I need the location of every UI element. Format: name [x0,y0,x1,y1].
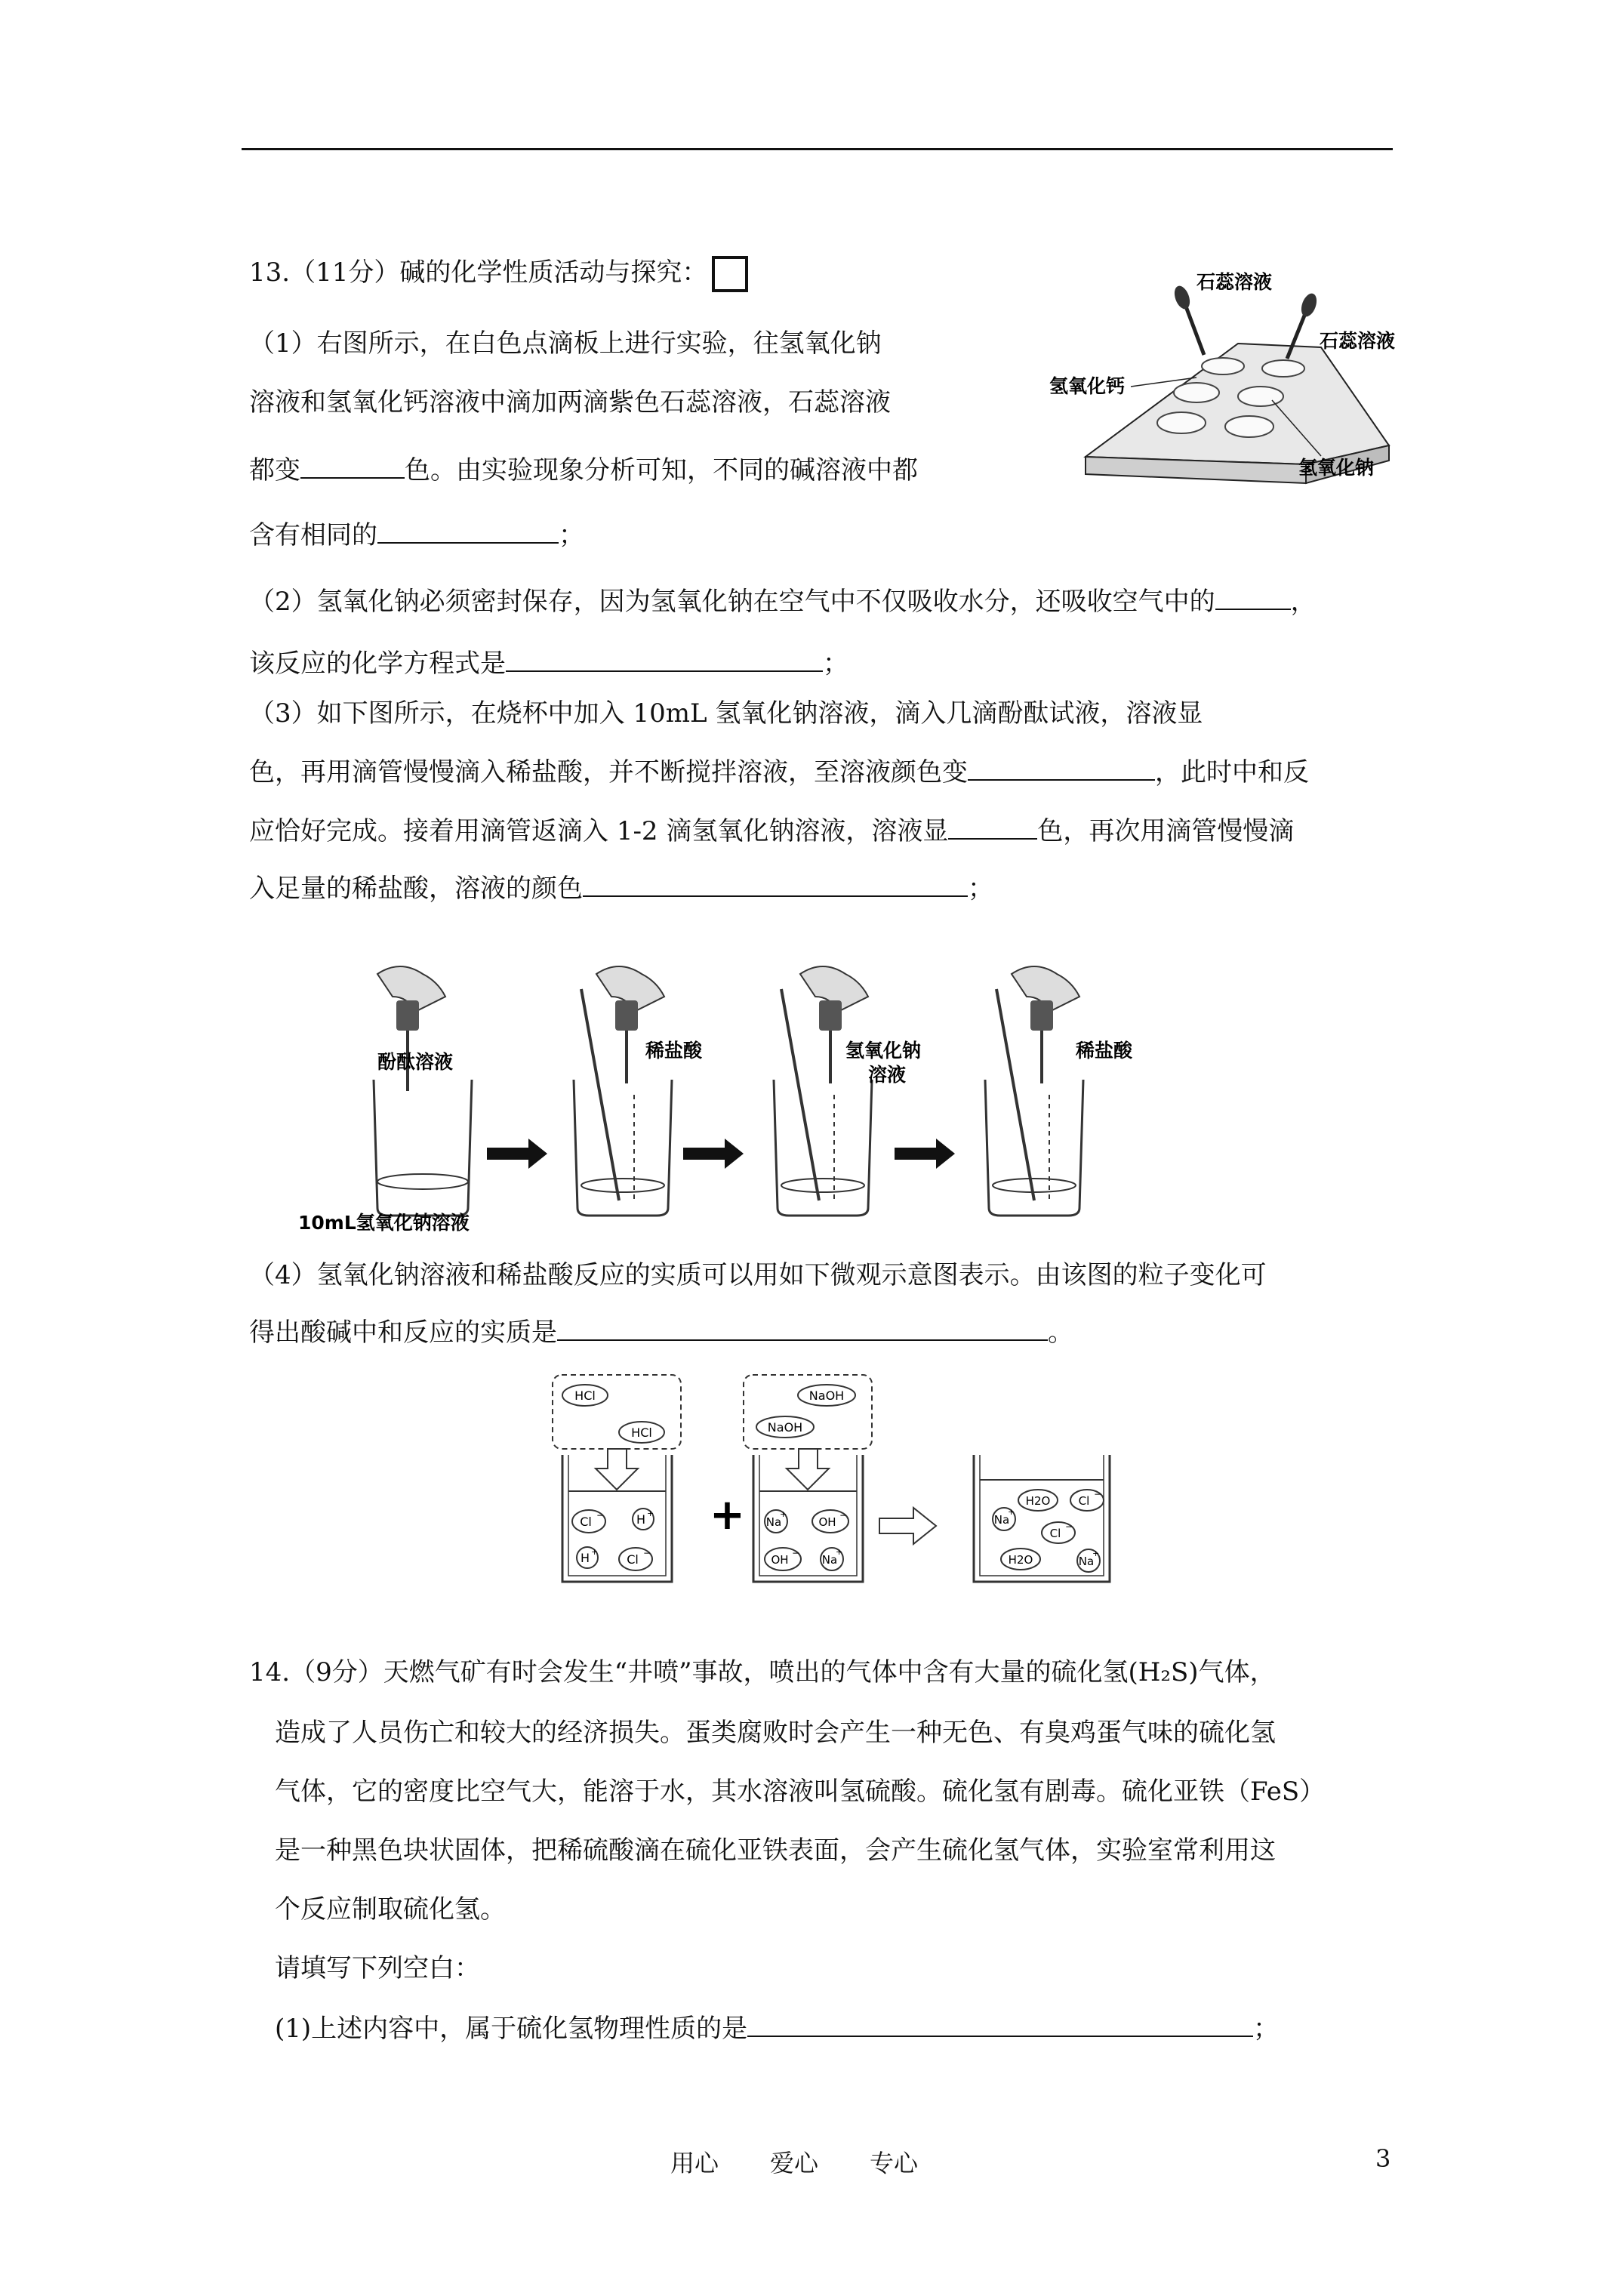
label-naoh-solution-b: 溶液 [868,1064,907,1086]
q13-p3-line1: （3）如下图所示，在烧杯中加入 10mL 氢氧化钠溶液，滴入几滴酚酞试液，溶液显 [249,698,1203,729]
plate-well [1202,358,1244,374]
ion-na-3: Na [993,1513,1010,1527]
ion-h-1: H [636,1512,646,1527]
ion-charge: − [839,1510,848,1521]
naoh-molecule-1: NaOH [808,1388,845,1403]
q13-p3-line2 [249,754,1309,790]
footer-text-a: 用心 [670,2149,719,2177]
label-litmus-right: 石蕊溶液 [1320,330,1396,352]
hcl-molecule-1: HCl [574,1388,596,1403]
plate-well [1262,360,1304,377]
q13-p1-line2: 溶液和氢氧化钙溶液中滴加两滴紫色石蕊溶液，石蕊溶液 [249,387,891,418]
plate-well [1238,387,1283,406]
q13-p1-line3 [249,451,918,488]
naoh-molecule-2: NaOH [767,1420,803,1435]
naoh-dashed-box [744,1375,872,1449]
ion-charge: − [1065,1521,1073,1532]
answer-blank[interactable] [377,516,559,544]
text: 色，再用滴管慢慢滴入稀盐酸，并不断搅拌溶液，至溶液颜色变 [249,757,968,787]
q14-line7 [275,2010,1279,2046]
q14-line5: 个反应制取硫化氢。 [275,1894,506,1925]
ion-charge: + [1008,1507,1015,1517]
ion-cl-3: Cl [1078,1494,1090,1508]
label-caoh2: 氢氧化钙 [1049,375,1126,397]
text: (1)上述内容中，属于硫化氢物理性质的是 [275,2014,748,2044]
answer-blank[interactable] [583,870,968,897]
plus-sign: + [710,1490,745,1539]
micro-reaction-figure [551,1370,1125,1597]
text: 色。由实验现象分析可知，不同的碱溶液中都 [405,455,918,485]
q14-line2: 造成了人员伤亡和较大的经济损失。蛋类腐败时会产生一种无色、有臭鸡蛋气味的硫化氢 [275,1718,1276,1748]
answer-blank[interactable] [506,645,823,672]
label-naoh-solution-a: 氢氧化钠 [845,1040,922,1062]
answer-blank[interactable] [968,754,1155,781]
footer-text-c: 专心 [870,2149,919,2177]
plate-well [1174,383,1219,402]
beaker-4 [985,966,1133,1216]
ion-charge: − [792,1548,800,1558]
label-litmus-top: 石蕊溶液 [1196,272,1273,293]
ion-charge: − [643,1548,651,1558]
reaction-arrow-icon [879,1508,936,1544]
ion-charge: + [647,1509,654,1518]
molecule-h2o-2: H2O [1008,1553,1033,1567]
beaker-3 [774,966,921,1216]
answer-blank[interactable] [747,2010,1253,2037]
text: ； [1253,2014,1280,2044]
ion-charge: − [1094,1489,1102,1499]
q13-p3-line3 [249,812,1294,849]
dropper-left [1172,284,1204,355]
ion-h-2: H [580,1551,590,1565]
q13-p2-line1 [249,583,1317,619]
q13-p4-line1: （4）氢氧化钠溶液和稀盐酸反应的实质可以用如下微观示意图表示。由该图的粒子变化可 [249,1260,1267,1290]
label-10ml-naoh: 10mL氢氧化钠溶液 [298,1212,470,1234]
plate-well [1225,416,1273,437]
beaker-2 [574,966,703,1216]
q14-line1: 14.（9分）天燃气矿有时会发生“井喷”事故，喷出的气体中含有大量的硫化氢(H₂S)气体， [249,1657,1276,1687]
ion-charge: + [780,1509,787,1519]
arrow-icon [683,1139,744,1169]
header-rule [242,148,1393,150]
q13-p1-line1: （1）右图所示，在白色点滴板上进行实验，往氢氧化钠 [249,328,882,359]
text: 得出酸碱中和反应的实质是 [249,1318,557,1348]
ion-cl-4: Cl [1049,1527,1061,1540]
down-arrow-icon [787,1449,829,1490]
q13-title: 13.（11分）碱的化学性质活动与探究： [249,257,708,288]
answer-checkbox[interactable] [712,256,748,292]
down-arrow-icon [596,1449,638,1490]
text: 色，再次用滴管慢慢滴 [1037,816,1295,846]
text: 含有相同的 [249,520,377,550]
spot-plate-figure [1042,272,1419,498]
text: 都变 [249,455,300,485]
q13-p1-line4 [249,516,584,553]
footer-text-b: 爱心 [770,2149,819,2177]
text: （2）氢氧化钠必须密封保存，因为氢氧化钠在空气中不仅吸收水分，还吸收空气中的 [249,587,1215,617]
answer-blank[interactable] [1215,583,1291,610]
ion-cl-1: Cl [580,1515,592,1529]
text: 应恰好完成。接着用滴管返滴入 1-2 滴氢氧化钠溶液，溶液显 [249,816,949,846]
ion-cl-2: Cl [627,1552,639,1567]
text: 入足量的稀盐酸，溶液的颜色 [249,874,583,904]
label-naoh: 氢氧化钠 [1298,457,1375,479]
ion-charge: − [596,1510,605,1521]
arrow-icon [895,1139,955,1169]
label-dilute-hcl-2: 稀盐酸 [1076,1040,1133,1062]
arrow-icon [487,1139,547,1169]
ion-na-2: Na [821,1553,838,1567]
label-dilute-hcl-1: 稀盐酸 [645,1040,703,1062]
ion-oh-2: OH [771,1553,789,1567]
answer-blank[interactable] [948,812,1037,840]
q13-p2-line2 [249,645,848,681]
ion-na-1: Na [765,1515,782,1529]
text: ； [559,520,584,550]
answer-blank[interactable] [557,1314,1048,1341]
molecule-h2o-1: H2O [1025,1494,1051,1508]
text: ， [1290,587,1317,617]
q14-line6: 请填写下列空白： [275,1953,480,1983]
ion-charge: + [1092,1549,1100,1558]
q14-line3: 气体，它的密度比空气大，能溶于水，其水溶液叫氢硫酸。硫化氢有剧毒。硫化亚铁（FeS） [275,1777,1326,1807]
ion-charge: + [591,1547,599,1557]
q13-p3-line4 [249,870,993,906]
hcl-molecule-2: HCl [631,1425,652,1440]
label-phenolphthalein: 酚酞溶液 [377,1051,454,1073]
q13-p4-line2 [249,1314,1073,1350]
ion-oh-1: OH [818,1515,836,1529]
text: ，此时中和反 [1155,757,1309,787]
answer-blank[interactable] [300,451,405,479]
plate-well [1157,412,1206,433]
ion-na-4: Na [1078,1555,1095,1568]
beaker-sequence-figure [287,959,1193,1238]
beaker-1 [374,966,472,1216]
page-number: 3 [1375,2144,1391,2173]
ion-charge: + [836,1547,843,1557]
text: 该反应的化学方程式是 [249,649,506,679]
text: ； [823,649,848,679]
q14-line4: 是一种黑色块状固体，把稀硫酸滴在硫化亚铁表面，会产生硫化氢气体，实验室常利用这 [275,1835,1276,1866]
text: ； [968,874,993,904]
q13-title-line [249,255,748,292]
text: 。 [1048,1318,1073,1348]
